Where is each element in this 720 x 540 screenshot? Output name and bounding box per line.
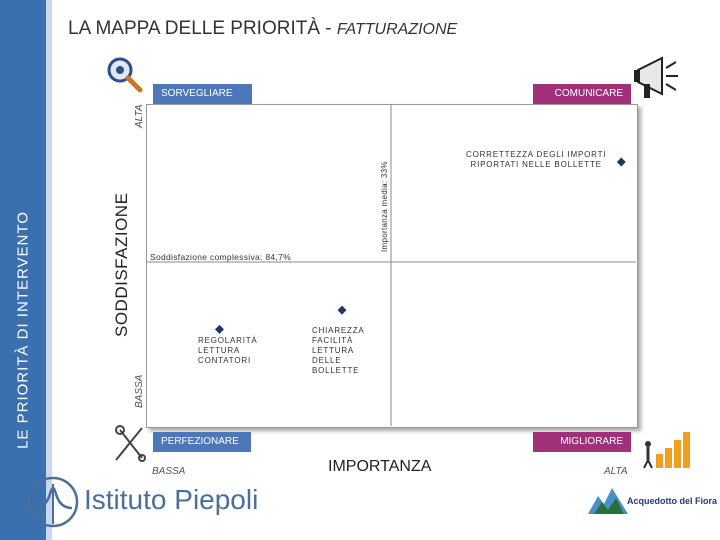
importance-reference-label: Importanza media: 33% [380,161,389,252]
quadrant-sorvegliare: SORVEGLIARE [153,84,252,104]
x-axis-title: IMPORTANZA [328,458,432,475]
quadrant-comunicare: COMUNICARE [533,84,631,104]
points-layer [215,157,626,333]
point-label-correttezza: CORRETTEZZA DEGLI IMPORTI RIPORTATI NELLE BOLLETTE [466,150,607,169]
x-axis-low-text: BASSA [152,466,186,477]
y-axis-high-label: ALTA [134,104,145,128]
data-point-2 [338,306,347,315]
page-title-main: LA MAPPA DELLE PRIORITÀ - [68,18,337,39]
y-axis-low-label: BASSA [134,374,145,408]
istituto-piepoli-logo-text: Istituto Piepoli [84,484,259,515]
page-title-sub: FATTURAZIONE [336,21,458,38]
sidebar-title: LE PRIORITÀ DI INTERVENTO [14,211,32,449]
acquedotto-logo-mark [588,484,628,518]
point-label-chiarezza: CHIAREZZA FACILITÀ LETTURA DELLE BOLLETTE [312,326,365,375]
tools-icon [112,424,148,464]
megaphone-icon [632,54,680,106]
y-axis-title: SODDISFAZIONE [112,192,131,337]
x-axis-high-label: ALTA [604,466,628,477]
growth-chart-icon [640,428,696,472]
x-axis-low-label [152,466,185,477]
acquedotto-logo-text: Acquedotto del Fiora [627,496,717,506]
quadrant-perfezionare: PERFEZIONARE [153,432,251,452]
magnifier-icon [104,54,144,94]
istituto-piepoli-logo-mark [26,474,80,530]
satisfaction-reference-label: Soddisfazione complessiva: 84,7% [150,252,291,262]
data-point-0 [617,157,626,166]
data-point-1 [215,325,224,334]
point-label-regolarita: REGOLARITÀ LETTURA CONTATORI [198,336,258,365]
quadrant-migliorare: MIGLIORARE [533,432,631,452]
